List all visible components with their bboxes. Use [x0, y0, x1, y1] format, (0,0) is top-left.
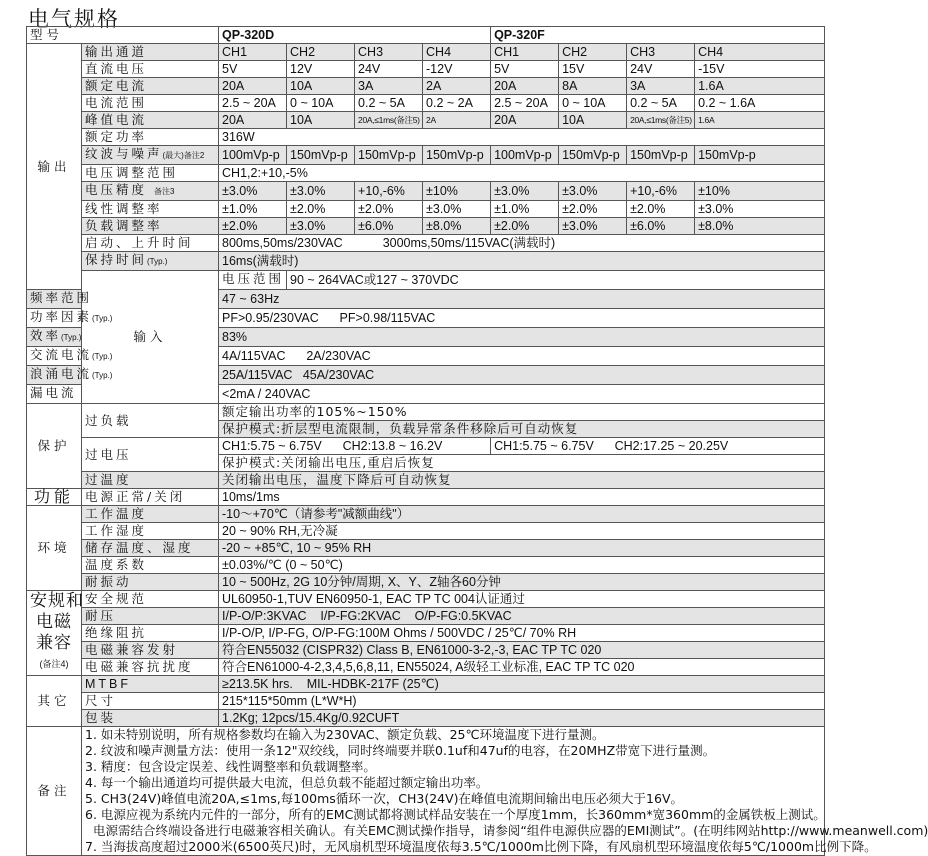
cell: 90 ~ 264VAC或127 ~ 370VDC — [287, 271, 825, 290]
cell: CH1:5.75 ~ 6.75V CH2:17.25 ~ 20.25V — [491, 438, 825, 455]
safety-row — [27, 625, 825, 642]
cell: 1.2Kg; 12pcs/15.4Kg/0.92CUFT — [219, 710, 825, 727]
cell: 10A — [287, 78, 355, 95]
cell: I/P-O/P:3KVAC I/P-FG:2KVAC O/P-FG:0.5KVAC — [219, 608, 825, 625]
cell: ±3.0% — [695, 201, 825, 218]
protection-overtemp-row — [27, 472, 825, 489]
output-ripple-row — [27, 146, 825, 165]
cell: +10,-6% — [627, 182, 695, 201]
cell: 20A — [219, 112, 287, 129]
cell: 10A — [287, 112, 355, 129]
row-label: 启动、上升时间 — [82, 235, 219, 252]
cell: 0.2 ~ 2A — [423, 95, 491, 112]
row-label — [219, 271, 287, 290]
row-label: 工作温度 — [82, 506, 219, 523]
row-label: 过电压 — [82, 438, 219, 472]
row-label: 输出通道 — [82, 44, 219, 61]
cell: ±10% — [695, 182, 825, 201]
label-note: (最大)备注2 — [162, 151, 205, 160]
cell: <2mA / 240VAC — [219, 385, 825, 404]
cell: 25A/115VAC 45A/230VAC — [219, 366, 825, 385]
environment-group-label: 环境 — [27, 506, 82, 591]
cell: ±2.0% — [491, 218, 559, 235]
cell: ±6.0% — [627, 218, 695, 235]
others-group-label: 其它 — [27, 676, 82, 727]
cell — [219, 235, 825, 252]
others-row — [27, 676, 825, 693]
cell: 20A,≤1ms(备注5) — [355, 112, 423, 129]
label-text: 浪涌电流 — [30, 366, 93, 381]
cell: 8A — [559, 78, 627, 95]
cell: ±3.0% — [491, 182, 559, 201]
cell: 20A — [491, 78, 559, 95]
label-text: 频率范围 — [30, 290, 93, 305]
cell: 150mVp-p — [423, 146, 491, 165]
notes-row — [27, 727, 825, 856]
cell: 100mVp-p — [491, 146, 559, 165]
safety-row — [27, 608, 825, 625]
model-qp-320d: QP-320D — [219, 27, 491, 44]
label-note: (Typ.) — [61, 333, 82, 342]
row-label: 尺寸 — [82, 693, 219, 710]
output-load-reg-row — [27, 218, 825, 235]
cell: 24V — [355, 61, 423, 78]
note-item: 3. 精度：包含设定误差、线性调整率和负载调整率。 — [85, 759, 376, 774]
cell: CH4 — [423, 44, 491, 61]
cell: PF>0.95/230VAC PF>0.98/115VAC — [219, 309, 825, 328]
row-label: 额定电流 — [82, 78, 219, 95]
note-item: 5. CH3(24V)峰值电流20A,≤1ms,每100ms循环一次，CH3(24V)在峰值电流期间输出电压必须大于16V。 — [85, 791, 684, 806]
cell: 20A — [491, 112, 559, 129]
cell: 150mVp-p — [559, 146, 627, 165]
cell: ±2.0% — [287, 201, 355, 218]
row-label — [27, 309, 113, 328]
spec-table — [26, 26, 928, 856]
function-group-label: 功能 — [27, 489, 82, 506]
cell: 10 ~ 500Hz, 2G 10分钟/周期, X、Y、Z轴各60分钟 — [219, 574, 825, 591]
row-label: 工作湿度 — [82, 523, 219, 540]
output-hold-time-row — [27, 252, 825, 271]
function-row — [27, 489, 825, 506]
label-text: 效率 — [30, 328, 62, 343]
environment-row — [27, 574, 825, 591]
row-label: MTBF — [82, 676, 219, 693]
cell: CH1:5.75 ~ 6.75V CH2:13.8 ~ 16.2V — [219, 438, 491, 455]
cell: CH2 — [287, 44, 355, 61]
row-label: 储存温度、湿度 — [82, 540, 219, 557]
label-note: (Typ.) — [147, 257, 168, 266]
cell: 0 ~ 10A — [287, 95, 355, 112]
row-label: 包装 — [82, 710, 219, 727]
output-rated-current-row — [27, 78, 825, 95]
row-label: 过温度 — [82, 472, 219, 489]
cell: 4A/115VAC 2A/230VAC — [219, 347, 825, 366]
row-label: 直流电压 — [82, 61, 219, 78]
page-title: 电气规格 — [28, 7, 120, 31]
protection-overvoltage-row — [27, 438, 825, 455]
label-note: 备注3 — [154, 187, 175, 196]
cell: ±3.0% — [287, 218, 355, 235]
cell: 215*115*50mm (L*W*H) — [219, 693, 825, 710]
note-item: 6. 电源应视为系统内元件的一部分，所有的EMC测试都将测试样品安装在一个厚度1mm，长360mm*宽360mm的金属铁板上测试。 — [85, 807, 826, 822]
row-label — [27, 328, 82, 347]
cell: ±2.0% — [219, 218, 287, 235]
row-label: 负载调整率 — [82, 218, 219, 235]
cell: ±3.0% — [559, 218, 627, 235]
cell: 12V — [287, 61, 355, 78]
model-label: 型号 — [27, 27, 219, 44]
cell: 2A — [423, 112, 491, 129]
model-row — [27, 27, 825, 44]
safety-group-label — [27, 591, 82, 676]
cell: 1.6A — [695, 112, 825, 129]
cell: 16ms(满载时) — [219, 252, 825, 271]
output-dc-voltage-row — [27, 61, 825, 78]
cell: 2.5 ~ 20A — [219, 95, 287, 112]
cell: CH1 — [219, 44, 287, 61]
cell: CH2 — [559, 44, 627, 61]
row-label — [27, 385, 82, 404]
note-item: 2. 纹波和噪声测量方法：使用一条12"双绞线，同时终端要并联0.1uf和47uf的电容，在20MHZ带宽下进行量测。 — [85, 743, 716, 758]
cell: ±8.0% — [695, 218, 825, 235]
label-note: (Typ.) — [92, 371, 113, 380]
label-text: 纹波与噪声 — [85, 146, 163, 161]
cell: ±3.0% — [219, 182, 287, 201]
cell: 关闭输出电压，温度下降后可自动恢复 — [219, 472, 825, 489]
cell: CH1,2:+10,-5% — [219, 165, 825, 182]
cell: 保护模式:折层型电流限制，负载异常条件移除后可自动恢复 — [219, 421, 825, 438]
cell: CH1 — [491, 44, 559, 61]
safety-row — [27, 642, 825, 659]
group-line: 电磁 — [36, 612, 72, 632]
cell: 20 ~ 90% RH,无冷凝 — [219, 523, 825, 540]
cell: 符合EN61000-4-2,3,4,5,6,8,11, EN55024, A级轻工业标准, EAC TP TC 020 — [219, 659, 825, 676]
cell: 10A — [559, 112, 627, 129]
cell: UL60950-1,TUV EN60950-1, EAC TP TC 004认证通过 — [219, 591, 825, 608]
cell: ±2.0% — [559, 201, 627, 218]
cell: 150mVp-p — [287, 146, 355, 165]
cell: -15V — [695, 61, 825, 78]
note-item: 电源需结合终端设备进行电磁兼容相关确认。有关EMC测试操作指导，请参阅“组件电源供应器的EMI测试”。(在明纬网站http://www.meanwell.com) — [93, 823, 928, 838]
row-label — [27, 366, 113, 385]
label-text: 电压精度 — [85, 182, 148, 197]
cell: ±3.0% — [287, 182, 355, 201]
cell: 15V — [559, 61, 627, 78]
cell: 150mVp-p — [695, 146, 825, 165]
cell: CH3 — [627, 44, 695, 61]
cell: 0.2 ~ 5A — [627, 95, 695, 112]
row-label: 绝缘阻抗 — [82, 625, 219, 642]
cell: 3A — [627, 78, 695, 95]
model-qp-320f: QP-320F — [491, 27, 825, 44]
cell: 5V — [219, 61, 287, 78]
cell: I/P-O/P, I/P-FG, O/P-FG:100M Ohms / 500VDC / 25℃/ 70% RH — [219, 625, 825, 642]
group-line: 兼容 — [36, 633, 72, 653]
row-label: 电压调整范围 — [82, 165, 219, 182]
cell: 0.2 ~ 1.6A — [695, 95, 825, 112]
cell: ±10% — [423, 182, 491, 201]
environment-row — [27, 540, 825, 557]
cell: ±2.0% — [627, 201, 695, 218]
row-label — [82, 252, 219, 271]
row-label — [27, 347, 113, 366]
output-current-range-row — [27, 95, 825, 112]
output-accuracy-row — [27, 182, 825, 201]
cell: 额定输出功率的105%~150% — [219, 404, 825, 421]
row-label — [82, 182, 219, 201]
input-row — [27, 271, 825, 290]
label-text: 交流电流 — [30, 347, 93, 362]
output-rated-power-row — [27, 129, 825, 146]
cell: -12V — [423, 61, 491, 78]
cell: 0 ~ 10A — [559, 95, 627, 112]
notes-group-label: 备注 — [27, 727, 82, 856]
environment-row — [27, 506, 825, 523]
cell: 3A — [355, 78, 423, 95]
cell: 符合EN55032 (CISPR32) Class B, EN61000-3-2,-3, EAC TP TC 020 — [219, 642, 825, 659]
cell: ±0.03%/℃ (0 ~ 50℃) — [219, 557, 825, 574]
cell: 20A,≤1ms(备注5) — [627, 112, 695, 129]
cell: ±3.0% — [559, 182, 627, 201]
protection-group-label: 保护 — [27, 404, 82, 489]
row-label: 电磁兼容抗扰度 — [82, 659, 219, 676]
cell: 100mVp-p — [219, 146, 287, 165]
row-label: 温度系数 — [82, 557, 219, 574]
cell: 保护模式:关闭输出电压,重启后恢复 — [219, 455, 825, 472]
cell: ±2.0% — [355, 201, 423, 218]
cell: -10～+70℃（请参考"减额曲线"） — [219, 506, 825, 523]
cell: 1.6A — [695, 78, 825, 95]
label-text: 电压范围 — [222, 271, 285, 286]
cell: 10ms/1ms — [219, 489, 825, 506]
row-label — [27, 290, 93, 309]
cell: CH3 — [355, 44, 423, 61]
setup-115vac: 3000ms,50ms/115VAC(满载时) — [382, 236, 556, 250]
cell: ≥213.5K hrs. MIL-HDBK-217F (25℃) — [219, 676, 825, 693]
cell: ±1.0% — [491, 201, 559, 218]
group-line: 安规和 — [30, 591, 84, 611]
cell: 2.5 ~ 20A — [491, 95, 559, 112]
cell: -20 ~ +85℃, 10 ~ 95% RH — [219, 540, 825, 557]
setup-230vac: 800ms,50ms/230VAC — [222, 236, 343, 250]
note-item: 4. 每一个输出通道均可提供最大电流，但总负载不能超过额定输出功率。 — [85, 775, 489, 790]
note-item: 7. 当海拔高度超过2000米(6500英尺)时，无风扇机型环境温度依每3.5℃/1000m比例下降，有风扇机型环境温度依每5℃/1000m比例下降。 — [85, 839, 877, 854]
output-group-label: 输出 — [27, 44, 82, 290]
cell: 47 ~ 63Hz — [219, 290, 825, 309]
row-label: 电流范围 — [82, 95, 219, 112]
others-row — [27, 710, 825, 727]
output-setup-time-row — [27, 235, 825, 252]
label-text: 功率因素 — [30, 309, 93, 324]
cell: 150mVp-p — [627, 146, 695, 165]
label-text: 漏电流 — [30, 385, 77, 400]
cell: ±6.0% — [355, 218, 423, 235]
cell: ±1.0% — [219, 201, 287, 218]
safety-row — [27, 591, 825, 608]
protection-overload-row — [27, 404, 825, 421]
cell: 150mVp-p — [355, 146, 423, 165]
cell: CH4 — [695, 44, 825, 61]
input-group-label: 输入 — [82, 271, 219, 404]
label-note: (Typ.) — [92, 314, 113, 323]
row-label: 电源正常/关闭 — [82, 489, 219, 506]
notes-list — [82, 727, 928, 856]
output-adj-range-row — [27, 165, 825, 182]
output-line-reg-row — [27, 201, 825, 218]
row-label: 线性调整率 — [82, 201, 219, 218]
note-item: 1. 如未特别说明，所有规格参数均在输入为230VAC、额定负载、25℃环境温度下进行量测。 — [85, 727, 605, 742]
cell: ±3.0% — [423, 201, 491, 218]
row-label: 安全规范 — [82, 591, 219, 608]
cell: 2A — [423, 78, 491, 95]
row-label: 耐振动 — [82, 574, 219, 591]
cell: 316W — [219, 129, 825, 146]
cell: 83% — [219, 328, 825, 347]
cell: 20A — [219, 78, 287, 95]
row-label — [82, 146, 219, 165]
safety-row — [27, 659, 825, 676]
row-label: 峰值电流 — [82, 112, 219, 129]
group-note: (备注4) — [39, 659, 69, 669]
cell: ±8.0% — [423, 218, 491, 235]
others-row — [27, 693, 825, 710]
cell: 0.2 ~ 5A — [355, 95, 423, 112]
label-note: (Typ.) — [92, 352, 113, 361]
cell: +10,-6% — [355, 182, 423, 201]
cell: 5V — [491, 61, 559, 78]
output-peak-current-row — [27, 112, 825, 129]
row-label: 过负载 — [82, 404, 219, 438]
output-channels-row — [27, 44, 825, 61]
row-label: 额定功率 — [82, 129, 219, 146]
row-label: 电磁兼容发射 — [82, 642, 219, 659]
label-text: 保持时间 — [85, 252, 148, 267]
environment-row — [27, 523, 825, 540]
cell: 24V — [627, 61, 695, 78]
row-label: 耐压 — [82, 608, 219, 625]
environment-row — [27, 557, 825, 574]
